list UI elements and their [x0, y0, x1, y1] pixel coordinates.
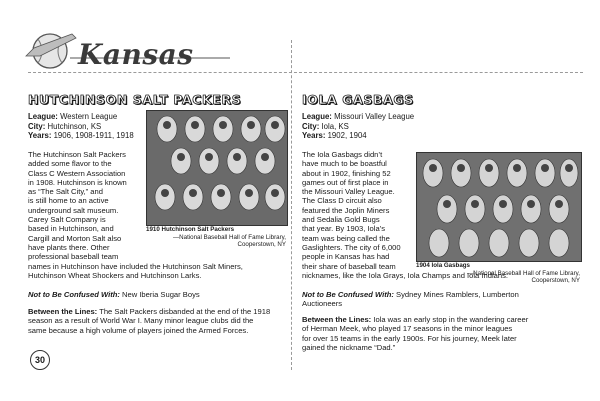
- city-value: Iola, KS: [321, 121, 349, 131]
- caption-credit-location: Cooperstown, NY: [531, 277, 580, 284]
- team-meta-iola: [302, 112, 414, 141]
- years-label: Years:: [28, 131, 52, 141]
- body-iola: The Iola Gasbags didn’t have much to be boastful about in 1902, finishing 52 games out of first place in the Missouri Valley League. The Class D circuit also featured the Joplin Miners and Sedalia Gold Bugs that year. By 1903, Iola’s team was being called the Gaslighters. The city of 6,000 people in Kansas has had their share of baseball team nicknames, like the Iola Grays, Iola Champs and Iola Indians.: [302, 150, 508, 280]
- confused-with-hutchinson: [28, 290, 288, 299]
- team-photo-iola: [416, 152, 582, 262]
- years-label: Years:: [302, 131, 326, 141]
- team-meta-hutchinson: [28, 112, 134, 141]
- years-value: 1906, 1908-1911, 1918: [53, 131, 134, 141]
- photo-caption-iola: [416, 262, 580, 285]
- confused-with-iola: Not to Be Confused With: Sydney Mines Ramblers, Lumberton Auctioneers: [302, 290, 519, 309]
- city-label: City:: [302, 121, 320, 131]
- state-title: Kansas: [78, 38, 194, 71]
- caption-title: 1904 Iola Gasbags: [416, 262, 470, 269]
- body-hutchinson: The Hutchinson Salt Packers added some flavor to the Class C Western Association in 1908. Hutchinson is known as “The Salt City,” and is still home to an active underground salt museum. Carey Salt Company is based in Hutchinson, and Cargill and Morton Salt also have plants there. Other professional baseball team names in Hutchinson have included the Hutchinson Salt Miners, Hutchinson Wheat Shockers and Hutchinson Larks.: [28, 150, 243, 280]
- btl-label: Between the Lines:: [28, 307, 98, 316]
- league-value: Western League: [60, 112, 118, 121]
- city-value: Hutchinson, KS: [47, 121, 102, 131]
- league-label: League:: [28, 112, 58, 121]
- team-photo-hutchinson: [146, 110, 288, 226]
- confused-label: Not to Be Confused With:: [302, 290, 394, 299]
- state-header: [20, 26, 250, 90]
- team-title-hutchinson: HUTCHINSON SALT PACKERS: [28, 92, 242, 107]
- league-value: Missouri Valley League: [334, 112, 415, 121]
- btl-label: Between the Lines:: [302, 315, 372, 324]
- header-divider: [28, 72, 583, 73]
- page-number: 30: [30, 350, 50, 370]
- between-lines-iola: Between the Lines: Iola was an early stop in the wandering career of Herman Meek, who played 17 seasons in the minor leagues for over 15 teams in the early 1900s. For his journey, Meek later gained the nickname “Dad.”: [302, 315, 529, 352]
- league-label: League:: [302, 112, 332, 121]
- years-value: 1902, 1904: [327, 131, 367, 141]
- confused-value: New Iberia Sugar Boys: [122, 290, 200, 299]
- city-label: City:: [28, 121, 46, 131]
- between-lines-hutchinson: Between the Lines: The Salt Packers disbanded at the end of the 1918 season as a result of World War I. Many minor league clubs did the same because a high volume of players joined the Armed Forces.: [28, 307, 271, 335]
- photo-caption-hutchinson: [146, 226, 286, 249]
- caption-credit: —National Baseball Hall of Fame Library,: [466, 269, 580, 277]
- caption-title: 1910 Hutchinson Salt Packers: [146, 226, 235, 233]
- caption-credit: —National Baseball Hall of Fame Library,: [172, 233, 286, 241]
- confused-label: Not to Be Confused With:: [28, 290, 120, 299]
- team-title-iola: IOLA GASBAGS: [302, 92, 414, 107]
- caption-credit-location: Cooperstown, NY: [237, 241, 286, 248]
